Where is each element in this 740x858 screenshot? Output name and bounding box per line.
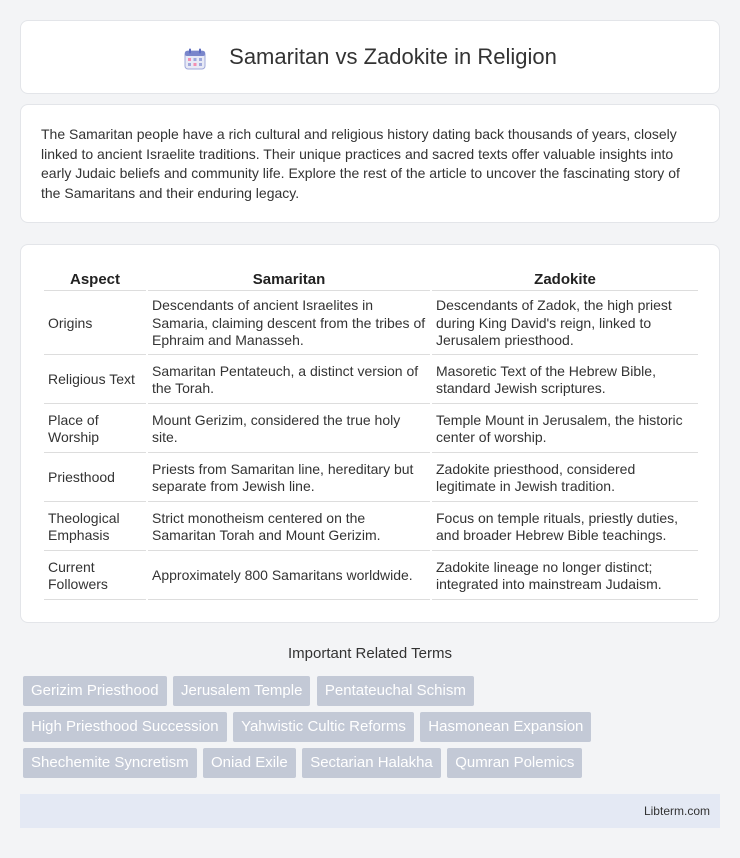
cell-aspect: Theological Emphasis — [44, 504, 146, 551]
term-tag[interactable]: Yahwistic Cultic Reforms — [233, 712, 414, 742]
cell-zadokite: Focus on temple rituals, priestly duties, and broader Hebrew Bible teachings. — [432, 504, 698, 551]
term-tag[interactable]: Gerizim Priesthood — [23, 676, 167, 706]
cell-samaritan: Approximately 800 Samaritans worldwide. — [148, 553, 430, 600]
cell-samaritan: Samaritan Pentateuch, a distinct version of the Torah. — [148, 357, 430, 404]
term-tag[interactable]: Shechemite Syncretism — [23, 748, 197, 778]
table-row — [44, 504, 698, 551]
related-terms-title: Important Related Terms — [288, 645, 452, 662]
cell-samaritan: Descendants of ancient Israelites in Samaria, claiming descent from the tribes of Ephraim and Manasseh. — [148, 293, 430, 355]
header-card — [20, 20, 720, 94]
table-row — [44, 293, 698, 355]
comparison-table — [42, 265, 700, 602]
term-tag[interactable]: Jerusalem Temple — [173, 676, 310, 706]
page-title: Samaritan vs Zadokite in Religion — [229, 44, 557, 69]
footer-site-link[interactable]: Libterm.com — [643, 804, 710, 818]
table-row — [44, 406, 698, 453]
cell-zadokite: Masoretic Text of the Hebrew Bible, standard Jewish scriptures. — [432, 357, 698, 404]
cell-aspect: Origins — [44, 293, 146, 355]
table-header-row — [44, 267, 698, 291]
term-tag[interactable]: Sectarian Halakha — [302, 748, 441, 778]
comparison-card — [20, 244, 720, 623]
table-row — [44, 553, 698, 600]
cell-zadokite: Descendants of Zadok, the high priest during King David's reign, linked to Jerusalem priesthood. — [432, 293, 698, 355]
cell-aspect: Priesthood — [44, 455, 146, 502]
cell-aspect: Current Followers — [44, 553, 146, 600]
term-tag[interactable]: Qumran Polemics — [447, 748, 582, 778]
table-row — [44, 455, 698, 502]
calendar-icon — [183, 47, 207, 71]
intro-text: The Samaritan people have a rich cultural and religious history dating back thousands of years, closely linked to ancient Israelite traditions. Their unique practices and sacred texts offer valuable insights into early Judaic beliefs and community life. Explore the rest of the article to uncover the fascinating story of the Samaritans and their enduring legacy. — [41, 126, 680, 201]
intro-card — [20, 104, 720, 223]
cell-zadokite: Temple Mount in Jerusalem, the historic center of worship. — [432, 406, 698, 453]
cell-samaritan: Strict monotheism centered on the Samaritan Torah and Mount Gerizim. — [148, 504, 430, 551]
cell-zadokite: Zadokite lineage no longer distinct; integrated into mainstream Judaism. — [432, 553, 698, 600]
header-aspect: Aspect — [44, 267, 146, 291]
footer — [20, 794, 720, 828]
term-tag[interactable]: High Priesthood Succession — [23, 712, 227, 742]
cell-zadokite: Zadokite priesthood, considered legitimate in Jewish tradition. — [432, 455, 698, 502]
cell-samaritan: Mount Gerizim, considered the true holy site. — [148, 406, 430, 453]
cell-samaritan: Priests from Samaritan line, hereditary but separate from Jewish line. — [148, 455, 430, 502]
header-zadokite: Zadokite — [432, 267, 698, 291]
header-samaritan: Samaritan — [148, 267, 430, 291]
cell-aspect: Place of Worship — [44, 406, 146, 453]
table-row — [44, 357, 698, 404]
term-tag[interactable]: Oniad Exile — [203, 748, 296, 778]
term-tag[interactable]: Hasmonean Expansion — [420, 712, 591, 742]
related-terms-list — [23, 676, 723, 784]
cell-aspect: Religious Text — [44, 357, 146, 404]
term-tag[interactable]: Pentateuchal Schism — [317, 676, 474, 706]
